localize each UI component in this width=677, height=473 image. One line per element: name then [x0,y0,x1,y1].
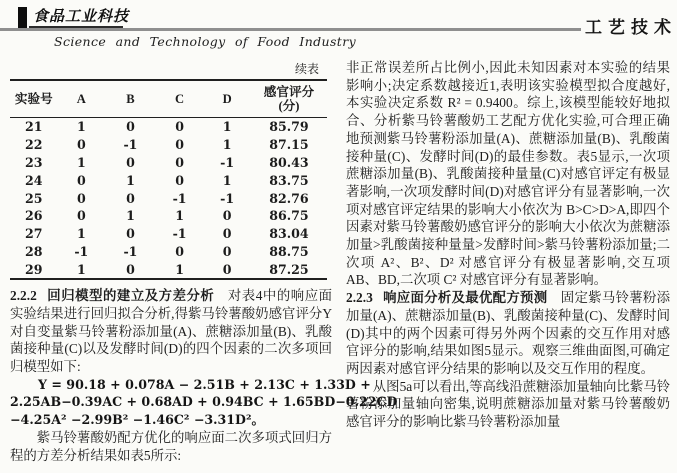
equation-line-1: Y = 90.18 + 0.078A − 2.51B + 2.13C + 1.33D + [38,376,371,392]
table-cell: 86.75 [269,208,309,224]
table-cell: 0 [126,261,135,277]
section-2-2-3-paragraph [346,289,670,378]
section-banner: 工艺技术 [585,18,677,37]
figure-5a-paragraph: 从图5a可以看出,等高线沿蔗糖添加量轴向比紫马铃薯粉添加量轴向密集,说明蔗糖添加量对紫马铃薯酸奶感官评分的影响比紫马铃薯粉添加量 [346,378,670,430]
table-cell: 1 [175,208,184,224]
table-cell: 1 [175,261,184,277]
col-header-a: A [76,91,86,106]
table-cell: 0 [76,137,86,153]
col-header-score-line2: (分) [278,99,300,113]
table-cell: 0 [126,119,135,135]
col-header-c: C [175,91,185,106]
journal-logo: 食品工业科技 [33,9,130,25]
table-cell: 0 [222,208,232,224]
table-cell: 82.76 [269,190,309,206]
col-header-score-line1: 感官评分 [263,84,315,99]
table-cell: 83.04 [269,226,309,242]
table-cell: 1 [222,119,232,135]
table-cell: 24 [25,172,43,188]
table-cell: 85.79 [269,119,309,135]
table-cell: -1 [123,137,138,153]
table-cell: -1 [172,190,187,206]
section-2-2-3-number: 2.2.3 [346,290,373,306]
table-cell: 25 [25,190,43,206]
table-row [10,189,327,207]
table-cell: 87.15 [269,137,309,153]
col-header-run: 实验号 [14,91,53,106]
continued-table-label: 续表 [294,62,319,76]
table-cell: 0 [126,190,135,206]
table-cell: 87.25 [269,261,309,277]
section-2-2-3-title: 响应面分析及最优配方预测 [382,290,548,306]
table-cell: 0 [76,172,86,188]
table-cell: 29 [25,261,43,277]
journal-name-english: Science and Technology of Food Industry [54,34,357,49]
table-cell: 0 [126,226,135,242]
table-cell: 22 [25,137,43,153]
table-cell: 0 [222,243,232,259]
header-divider [0,28,581,31]
equation-line-2: 2.25AB−0.39AC + 0.68AD + 0.94BC + 1.65BD−0.22CD [10,394,398,410]
table-cell: 0 [175,172,184,188]
table-cell: 1 [222,172,232,188]
results-table-body [10,118,327,280]
table-cell: 0 [175,119,184,135]
table-row [10,136,327,154]
table-cell: -1 [220,190,235,206]
table-cell: 1 [76,226,86,242]
table-cell: 1 [76,154,86,170]
table-cell: 0 [175,137,184,153]
section-2-2-2-title: 回归模型的建立及方差分析 [46,288,215,304]
table-cell: -1 [123,243,138,259]
response-surface-results-table [10,79,327,280]
table-cell: 1 [126,172,135,188]
col-header-d: D [222,91,232,106]
col-header-score [251,80,327,118]
table-cell: 1 [76,119,86,135]
table-cell: 0 [126,154,135,170]
table-cell: 83.75 [269,172,309,188]
equation-line-3: −4.25A² −2.99B² −1.46C² −3.31D²。 [10,412,265,428]
table-cell: 28 [25,243,43,259]
table-header-row [10,80,327,118]
table-cell: 88.75 [269,243,309,259]
table-row [10,207,327,225]
regression-equation [10,376,398,429]
model-fit-paragraph: 非正常误差所占比例小,因此未知因素对本实验的结果影响小;决定系数越接近1,表明该实验模型拟合度越好,本实验决定系数 R² = 0.9400。综上,该模型能较好地拟合、分析紫马铃薯酸奶工艺配方优化实验,可合理正确地预测紫马铃薯粉添加量(A)、蔗糖添加量(B)、乳酸菌接种量(C)、发酵时间(D)的最佳参数。表5显示,一次项蔗糖添加量(B)、乳酸菌接种量量(C)对感官评定有极显著影响,一次项发酵时间(D)对感官评分有显著影响,一次项对感官评定结果的影响大小依次为 B>C>D>A,即四个因素对紫马铃薯酸奶感官评分的影响大小依次为蔗糖添加量>乳酸菌接种量量>发酵时间>紫马铃薯粉添加量;二次项 A²、B²、D² 对感官评分有极显著影响,交互项 AB、BD,二次项 C² 对感官评分有显著影响。 [346,60,670,288]
table-cell: -1 [74,243,89,259]
table-cell: 26 [25,208,43,224]
table-cell: 23 [25,154,43,170]
table-row [10,154,327,172]
table-row [10,243,327,261]
section-2-2-2-paragraph [10,287,332,376]
table-cell: 0 [175,154,184,170]
right-column [346,59,670,431]
section-2-2-3-body: 固定紫马铃薯粉添加量(A)、蔗糖添加量(B)、乳酸菌接种量(C)、发酵时间(D)其中的两个因素可得另外两个因素的交互作用对感官评分的影响,结果如图5显示。观察三维曲面图,可确定两因素对感官评分结果的影响以及交互作用的程度。 [346,290,671,376]
table-cell: 0 [76,208,86,224]
table-cell: -1 [220,154,235,170]
anova-intro-paragraph: 紫马铃薯酸奶配方优化的响应面二次多项式回归方程的方差分析结果如表5所示: [10,429,332,463]
table-cell: 0 [175,243,184,259]
table-cell: 80.43 [269,154,309,170]
table-row [10,260,327,279]
table-row [10,171,327,189]
table-row [10,118,327,136]
section-2-2-2-body: 对表4中的响应面实验结果进行回归拟合分析,得紫马铃薯酸奶感官评分Y对自变量紫马铃薯粉添加量(A)、蔗糖添加量(B)、乳酸菌接种量(C)以及发酵时间(D)的四个因素的二次多项回归模型如下: [10,288,332,374]
col-header-b: B [126,91,135,106]
table-cell: 21 [25,119,43,135]
table-cell: 0 [222,261,232,277]
table-cell: 0 [76,190,86,206]
section-2-2-2-number: 2.2.2 [10,288,37,304]
table-cell: 1 [76,261,86,277]
table-row [10,225,327,243]
table-cell: -1 [172,226,187,242]
table-cell: 27 [25,226,43,242]
table-cell: 1 [222,137,232,153]
table-cell: 0 [222,226,232,242]
table-cell: 1 [126,208,135,224]
